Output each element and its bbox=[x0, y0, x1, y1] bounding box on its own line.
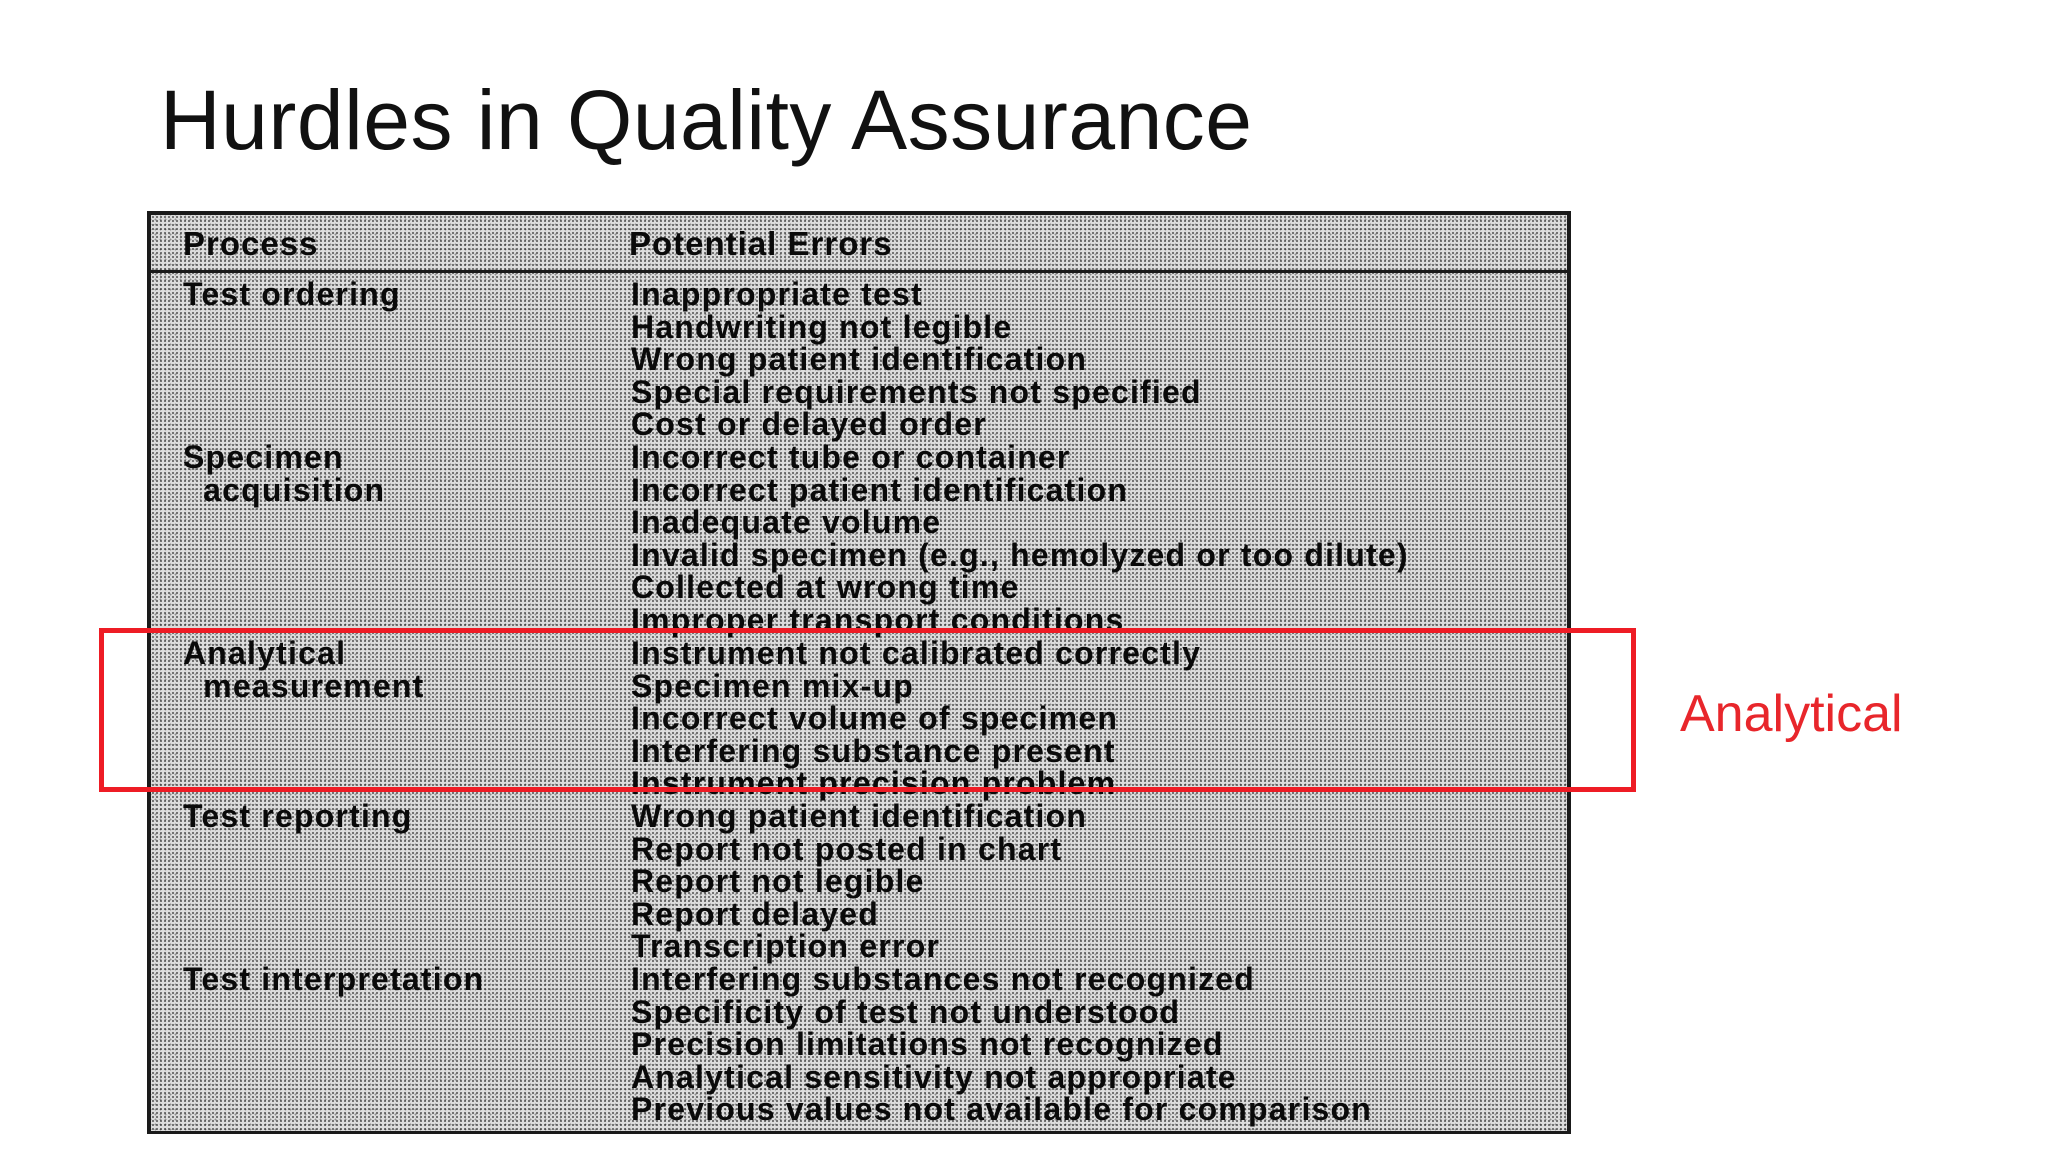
table-header-row bbox=[151, 215, 1567, 273]
error-item: Report not legible bbox=[631, 863, 925, 900]
process-label: Analytical measurement bbox=[183, 635, 425, 704]
error-item: Specificity of test not understood bbox=[631, 993, 1181, 1030]
error-item: Report not posted in chart bbox=[631, 830, 1063, 867]
error-item: Specimen mix-up bbox=[631, 667, 914, 704]
error-item: Inappropriate test bbox=[631, 276, 923, 312]
analytical-highlight-box bbox=[99, 628, 1636, 792]
process-label: Specimen acquisition bbox=[183, 439, 386, 508]
error-item: Analytical sensitivity not appropriate bbox=[631, 1058, 1237, 1095]
error-item: Invalid specimen (e.g., hemolyzed or too dilute) bbox=[631, 536, 1409, 573]
error-item: Previous values not available for comparison bbox=[631, 1091, 1373, 1128]
error-item: Instrument not calibrated correctly bbox=[631, 635, 1202, 671]
error-item: Special requirements not specified bbox=[631, 373, 1202, 410]
analytical-callout-label: Analytical bbox=[1680, 685, 1903, 743]
slide-title: Hurdles in Quality Assurance bbox=[160, 73, 1253, 167]
error-item: Inadequate volume bbox=[631, 504, 942, 541]
process-label: Test reporting bbox=[183, 798, 413, 834]
process-label: Test ordering bbox=[183, 276, 401, 312]
error-item: Handwriting not legible bbox=[631, 308, 1013, 345]
error-item: Transcription error bbox=[631, 928, 941, 965]
error-list bbox=[631, 441, 1409, 637]
error-item: Wrong patient identification bbox=[631, 341, 1088, 378]
error-item: Wrong patient identification bbox=[631, 798, 1088, 834]
error-item: Report delayed bbox=[631, 895, 879, 932]
header-process: Process bbox=[183, 225, 319, 262]
error-item: Interfering substances not recognized bbox=[631, 961, 1256, 997]
error-item: Incorrect tube or container bbox=[631, 439, 1071, 475]
error-item: Incorrect patient identification bbox=[631, 471, 1129, 508]
error-item: Improper transport conditions bbox=[631, 601, 1125, 638]
error-item: Precision limitations not recognized bbox=[631, 1026, 1224, 1063]
error-item: Collected at wrong time bbox=[631, 569, 1020, 606]
header-potential-errors: Potential Errors bbox=[629, 225, 893, 262]
error-list bbox=[631, 800, 1087, 963]
error-item: Instrument precision problem bbox=[631, 765, 1117, 802]
error-item: Incorrect volume of specimen bbox=[631, 700, 1119, 737]
error-item: Cost or delayed order bbox=[631, 406, 987, 443]
error-list bbox=[631, 278, 1202, 441]
error-list bbox=[631, 963, 1372, 1126]
process-label: Test interpretation bbox=[183, 961, 485, 997]
error-item: Interfering substance present bbox=[631, 732, 1116, 769]
